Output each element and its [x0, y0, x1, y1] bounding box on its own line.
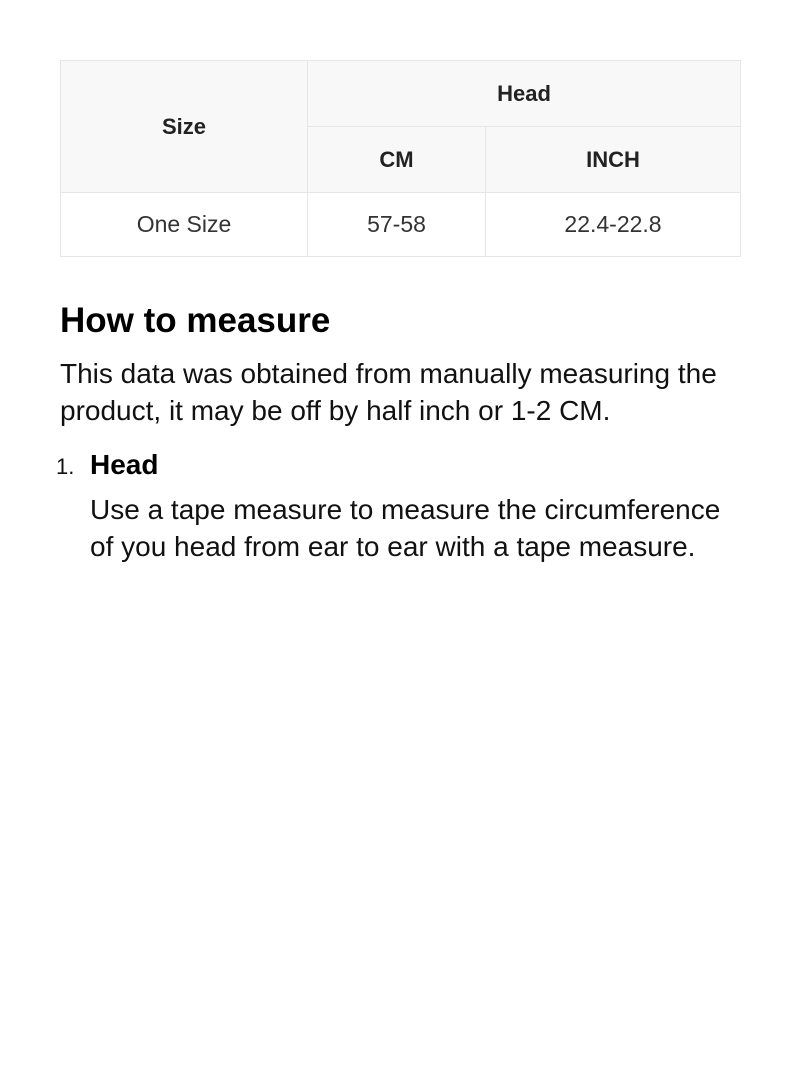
step-description: Use a tape measure to measure the circumference of you head from ear to ear with a tape measure. — [90, 494, 721, 562]
size-column-header: Size — [61, 61, 308, 193]
cm-cell: 57-58 — [308, 193, 486, 257]
step-title: Head — [90, 449, 159, 480]
section-title: How to measure — [60, 301, 331, 340]
intro-text: This data was obtained from manually measuring the product, it may be off by half inch or 1-2 CM. — [60, 358, 717, 426]
size-table — [60, 60, 741, 257]
how-to-measure-section — [56, 297, 750, 565]
head-column-header: Head — [308, 61, 741, 127]
steps-list — [56, 449, 750, 565]
inch-column-header: INCH — [486, 127, 741, 193]
cm-column-header: CM — [308, 127, 486, 193]
inch-cell: 22.4-22.8 — [486, 193, 741, 257]
step-number: 1. — [56, 454, 75, 479]
table-row — [61, 193, 741, 257]
table-header-row — [61, 61, 741, 127]
size-cell: One Size — [61, 193, 308, 257]
list-item — [56, 449, 750, 565]
